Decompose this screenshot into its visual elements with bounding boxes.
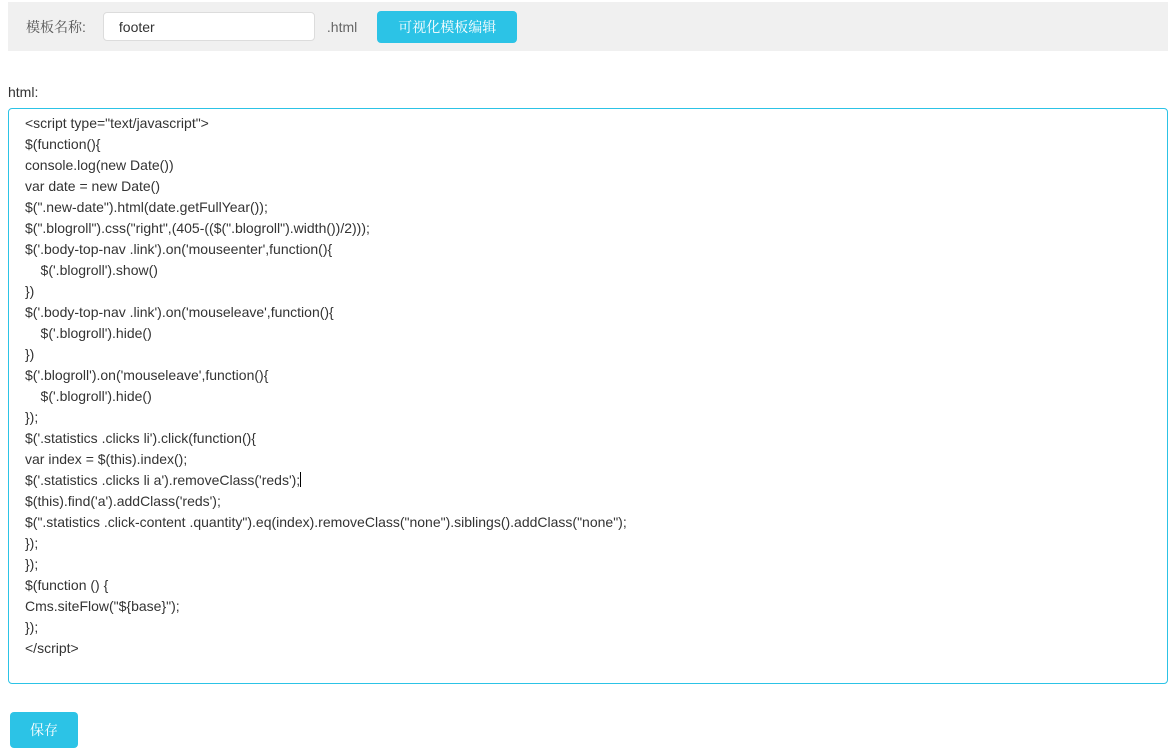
extension-label: .html [326, 18, 358, 35]
code-line: }); [25, 535, 39, 551]
code-line: $('.blogroll').show() [25, 262, 158, 278]
code-editor[interactable] [8, 108, 1168, 684]
code-line: Cms.siteFlow("${base}"); [25, 598, 180, 614]
code-line: $('.statistics .clicks li').click(function(){ [25, 430, 256, 446]
code-line: $(this).find('a').addClass('reds'); [25, 493, 221, 509]
code-line: $(".new-date").html(date.getFullYear()); [25, 199, 268, 215]
code-line: }); [25, 409, 39, 425]
code-line: $(".blogroll").css("right",(405-(($(".blogroll").width())/2))); [25, 220, 370, 236]
template-name-input[interactable] [103, 12, 315, 41]
code-line: $('.blogroll').hide() [25, 325, 152, 341]
code-line: </script> [25, 640, 79, 656]
code-line: $('.blogroll').hide() [25, 388, 152, 404]
save-button[interactable]: 保存 [10, 712, 78, 748]
code-line: }) [25, 283, 35, 299]
text-caret [300, 472, 301, 487]
visual-edit-button[interactable]: 可视化模板编辑 [377, 11, 517, 43]
code-line: $(".statistics .click-content .quantity").eq(index).removeClass("none").siblings().addClass("none"); [25, 514, 627, 530]
code-line: }) [25, 346, 35, 362]
code-line: $(function () { [25, 577, 109, 593]
code-line: var index = $(this).index(); [25, 451, 188, 467]
code-line: $(function(){ [25, 136, 101, 152]
template-name-label: 模板名称: [26, 18, 86, 35]
code-line: }); [25, 556, 39, 572]
code-line: <script type="text/javascript"> [25, 115, 209, 131]
code-line: $('.blogroll').on('mouseleave',function(){ [25, 367, 269, 383]
code-line: $('.statistics .clicks li a').removeClass('reds'); [25, 472, 301, 488]
html-section-label: html: [8, 84, 39, 100]
code-line: $('.body-top-nav .link').on('mouseenter',function(){ [25, 241, 333, 257]
code-line: console.log(new Date()) [25, 157, 174, 173]
template-name-bar [8, 2, 1168, 51]
code-line: }); [25, 619, 39, 635]
code-line: var date = new Date() [25, 178, 161, 194]
code-line: $('.body-top-nav .link').on('mouseleave',function(){ [25, 304, 334, 320]
